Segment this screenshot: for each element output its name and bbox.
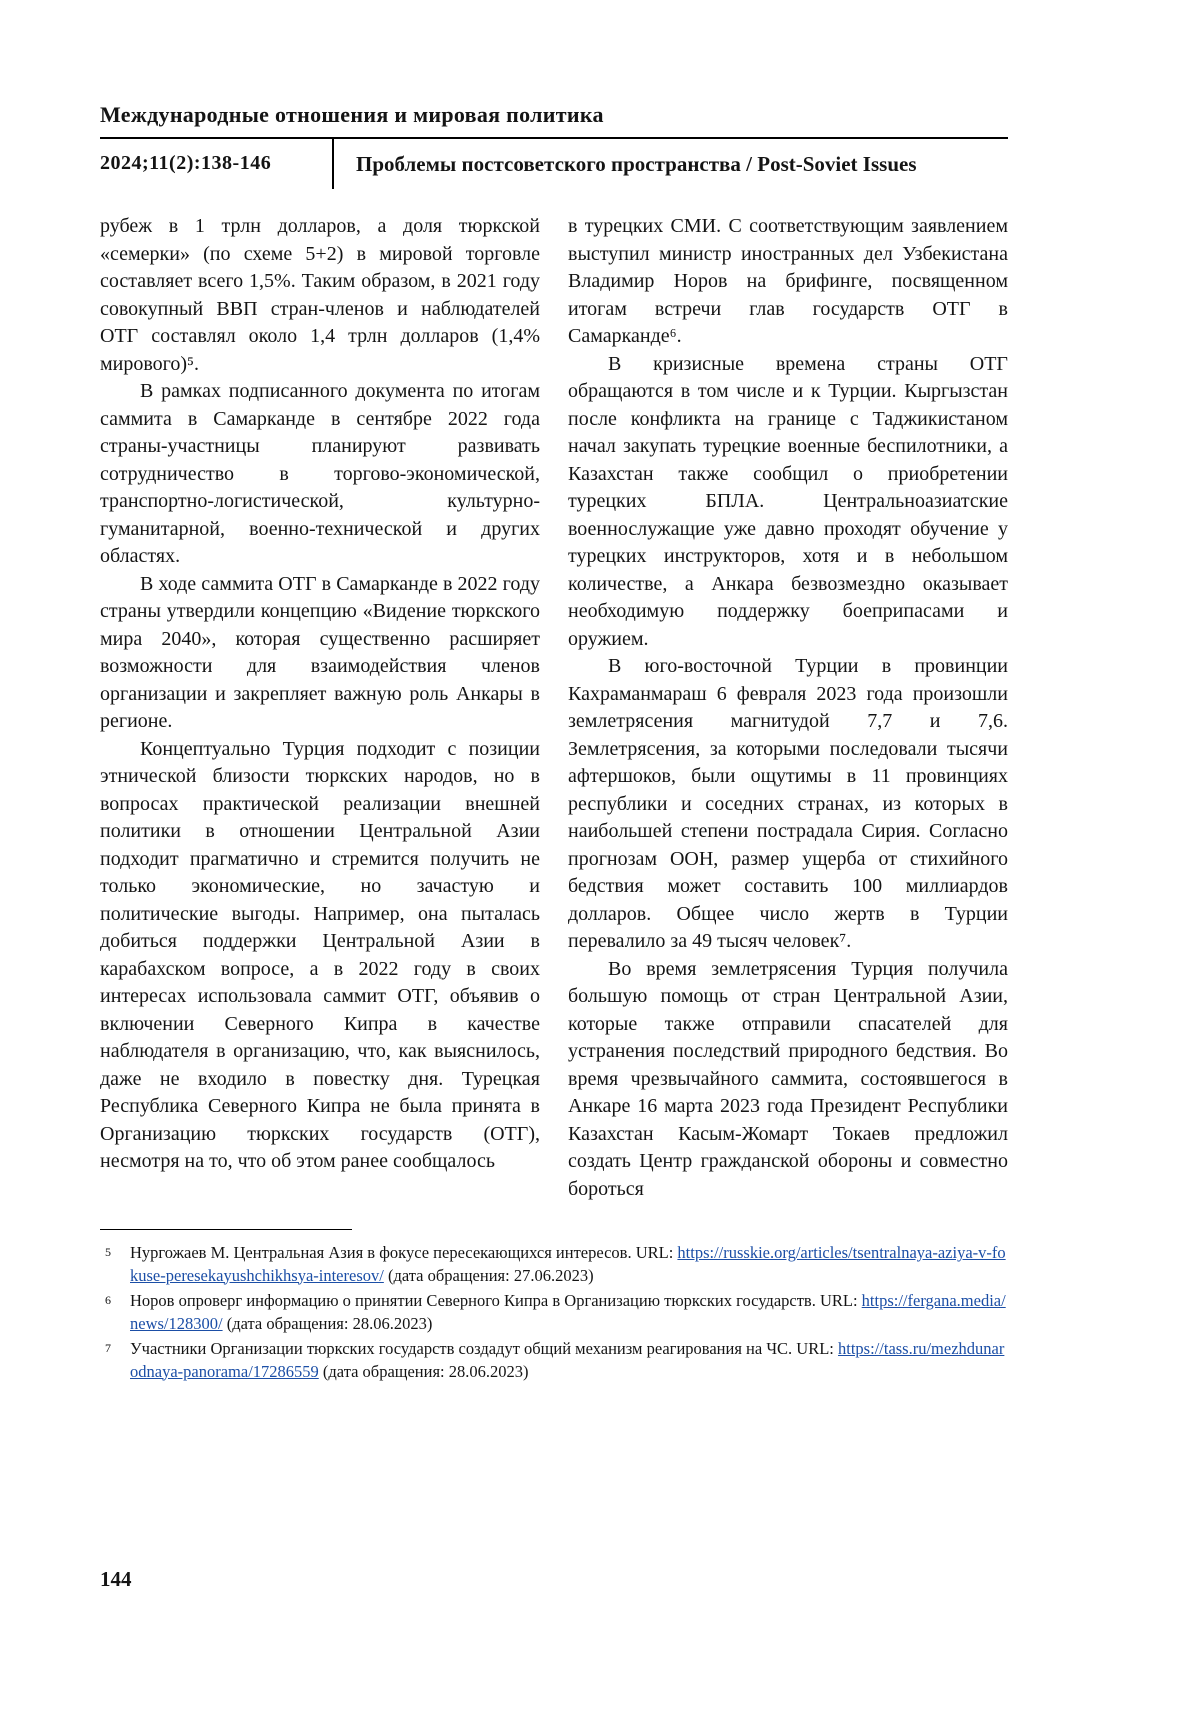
body-paragraph: В рамках подписанного документа по итогам саммита в Самарканде в сентябре 2022 года страны-участницы планируют развивать сотрудничество в торгово-экономической, транспортно-логистической, культурно-гуманитарной, военно-технической и других областях. bbox=[100, 380, 540, 567]
body-paragraph: В ходе саммита ОТГ в Самарканде в 2022 году страны утвердили концепцию «Видение тюркского мира 2040», которая существенно расширяет возможности для взаимодействия членов организации и закрепляет важную роль Анкары в регионе. bbox=[100, 572, 540, 732]
page-number: 144 bbox=[100, 1567, 132, 1591]
footnote-link[interactable]: https://tass.ru/mezhdunarodnaya-panorama/17286559 bbox=[130, 1339, 1005, 1381]
body-paragraph: Концептуально Турция подходит с позиции этнической близости тюркских народов, но в вопросах практической реализации внешней политики в отношении Центральной Азии подходит прагматично и стремится получить не только экономические, но зачастую и политические выгоды. Например, она пыталась добиться поддержки Центральной Азии в карабахском вопросе, а в 2022 году в своих интересах использовала саммит ОТГ, объявив о включении Северного Кипра в качестве наблюдателя в организацию, что, как выяснилось, даже не входило в повестку дня. Турецкая Республика Северного Кипра не была принята в Организацию тюркских государств (ОТГ), несмотря на то, что об этом ранее сообщалось bbox=[100, 737, 540, 1172]
footnote-text-post: (дата обращения: 28.06.2023) bbox=[222, 1313, 433, 1333]
footnote-text-pre: Нургожаев М. Центральная Азия в фокусе пересекающихся интересов. URL: bbox=[130, 1243, 678, 1262]
footnote-text bbox=[130, 1242, 1008, 1287]
left-column bbox=[100, 213, 540, 1203]
issue-info: 2024;11(2):138-146 bbox=[100, 152, 272, 174]
footnote bbox=[100, 1290, 1008, 1335]
footnote-divider bbox=[100, 1229, 352, 1230]
footnote-text-post: (дата обращения: 27.06.2023) bbox=[383, 1265, 594, 1285]
footnote-number: 7 bbox=[105, 1341, 111, 1355]
body-paragraph: В кризисные времена страны ОТГ обращаются в том числе и к Турции. Кыргызстан после конфликта на границе с Таджикистаном начал закупать турецкие военные беспилотники, а Казахстан также сообщил о приобретении турецких БПЛА. Центральноазиатские военнослужащие уже давно проходят обучение у турецких инструкторов, хотя и в небольшом количестве, а Анкара безвозмездно оказывает необходимую поддержку боеприпасами и оружием. bbox=[568, 352, 1008, 650]
body-paragraph: В юго-восточной Турции в провинции Кахраманмараш 6 февраля 2023 года произошли землетрясения магнитудой 7,7 и 7,6. Землетрясения, за которыми последовали тысячи афтершоков, были ощутимы в 11 провинциях республики и соседних странах, из которых в наибольшей степени пострадала Сирия. Согласно прогнозам ООН, размер ущерба от стихийного бедствия может составить 100 миллиардов долларов. Общее число жертв в Турции перевалило за 49 тысяч человек⁷. bbox=[568, 655, 1008, 952]
footnote-text bbox=[130, 1290, 1008, 1335]
body-paragraph: в турецких СМИ. С соответствующим заявлением выступил министр иностранных дел Узбекистана Владимир Норов на брифинге, посвященном итогам встречи глав государств ОТГ в Самарканде⁶. bbox=[568, 215, 1008, 347]
footnote-link[interactable]: https://fergana.media/news/128300/ bbox=[130, 1291, 1006, 1333]
footnote-link[interactable]: https://russkie.org/articles/tsentralnaya-aziya-v-fokuse-peresekayushchikhsya-interesov/ bbox=[130, 1243, 1006, 1285]
article-body bbox=[100, 213, 1008, 1203]
right-column bbox=[568, 213, 1008, 1203]
running-title: Международные отношения и мировая политика bbox=[100, 102, 604, 127]
footnote-number: 5 bbox=[105, 1245, 111, 1259]
footnotes-section bbox=[100, 1229, 1008, 1383]
body-paragraph: рубеж в 1 трлн долларов, а доля тюркской «семерки» (по схеме 5+2) в мировой торговле составляет всего 1,5%. Таким образом, в 2021 году совокупный ВВП стран-членов и наблюдателей ОТГ составлял около 1,4 трлн долларов (1,4% мирового)⁵. bbox=[100, 215, 540, 375]
body-paragraph: Во время землетрясения Турция получила большую помощь от стран Центральной Азии, которые также отправили спасателей для устранения последствий природного бедствия. Во время чрезвычайного саммита, состоявшегося в Анкаре 16 марта 2023 года Президент Республики Казахстан Касым-Жомарт Токаев предложил создать Центр гражданской обороны и совместно бороться bbox=[568, 957, 1008, 1200]
journal-header-row bbox=[100, 139, 1008, 189]
journal-title: Проблемы постсоветского пространства / Post-Soviet Issues bbox=[356, 152, 917, 176]
footnote bbox=[100, 1242, 1008, 1287]
footnote-number: 6 bbox=[105, 1293, 111, 1307]
footnote-text-post: (дата обращения: 28.06.2023) bbox=[318, 1361, 529, 1381]
footnote-text-pre: Норов опроверг информацию о принятии Северного Кипра в Организацию тюркских государств. URL: bbox=[130, 1291, 862, 1310]
footnote-text bbox=[130, 1338, 1008, 1383]
footnote-text-pre: Участники Организации тюркских государств создадут общий механизм реагирования на ЧС. URL: bbox=[130, 1339, 839, 1358]
page-header bbox=[100, 102, 1008, 189]
footnote bbox=[100, 1338, 1008, 1383]
